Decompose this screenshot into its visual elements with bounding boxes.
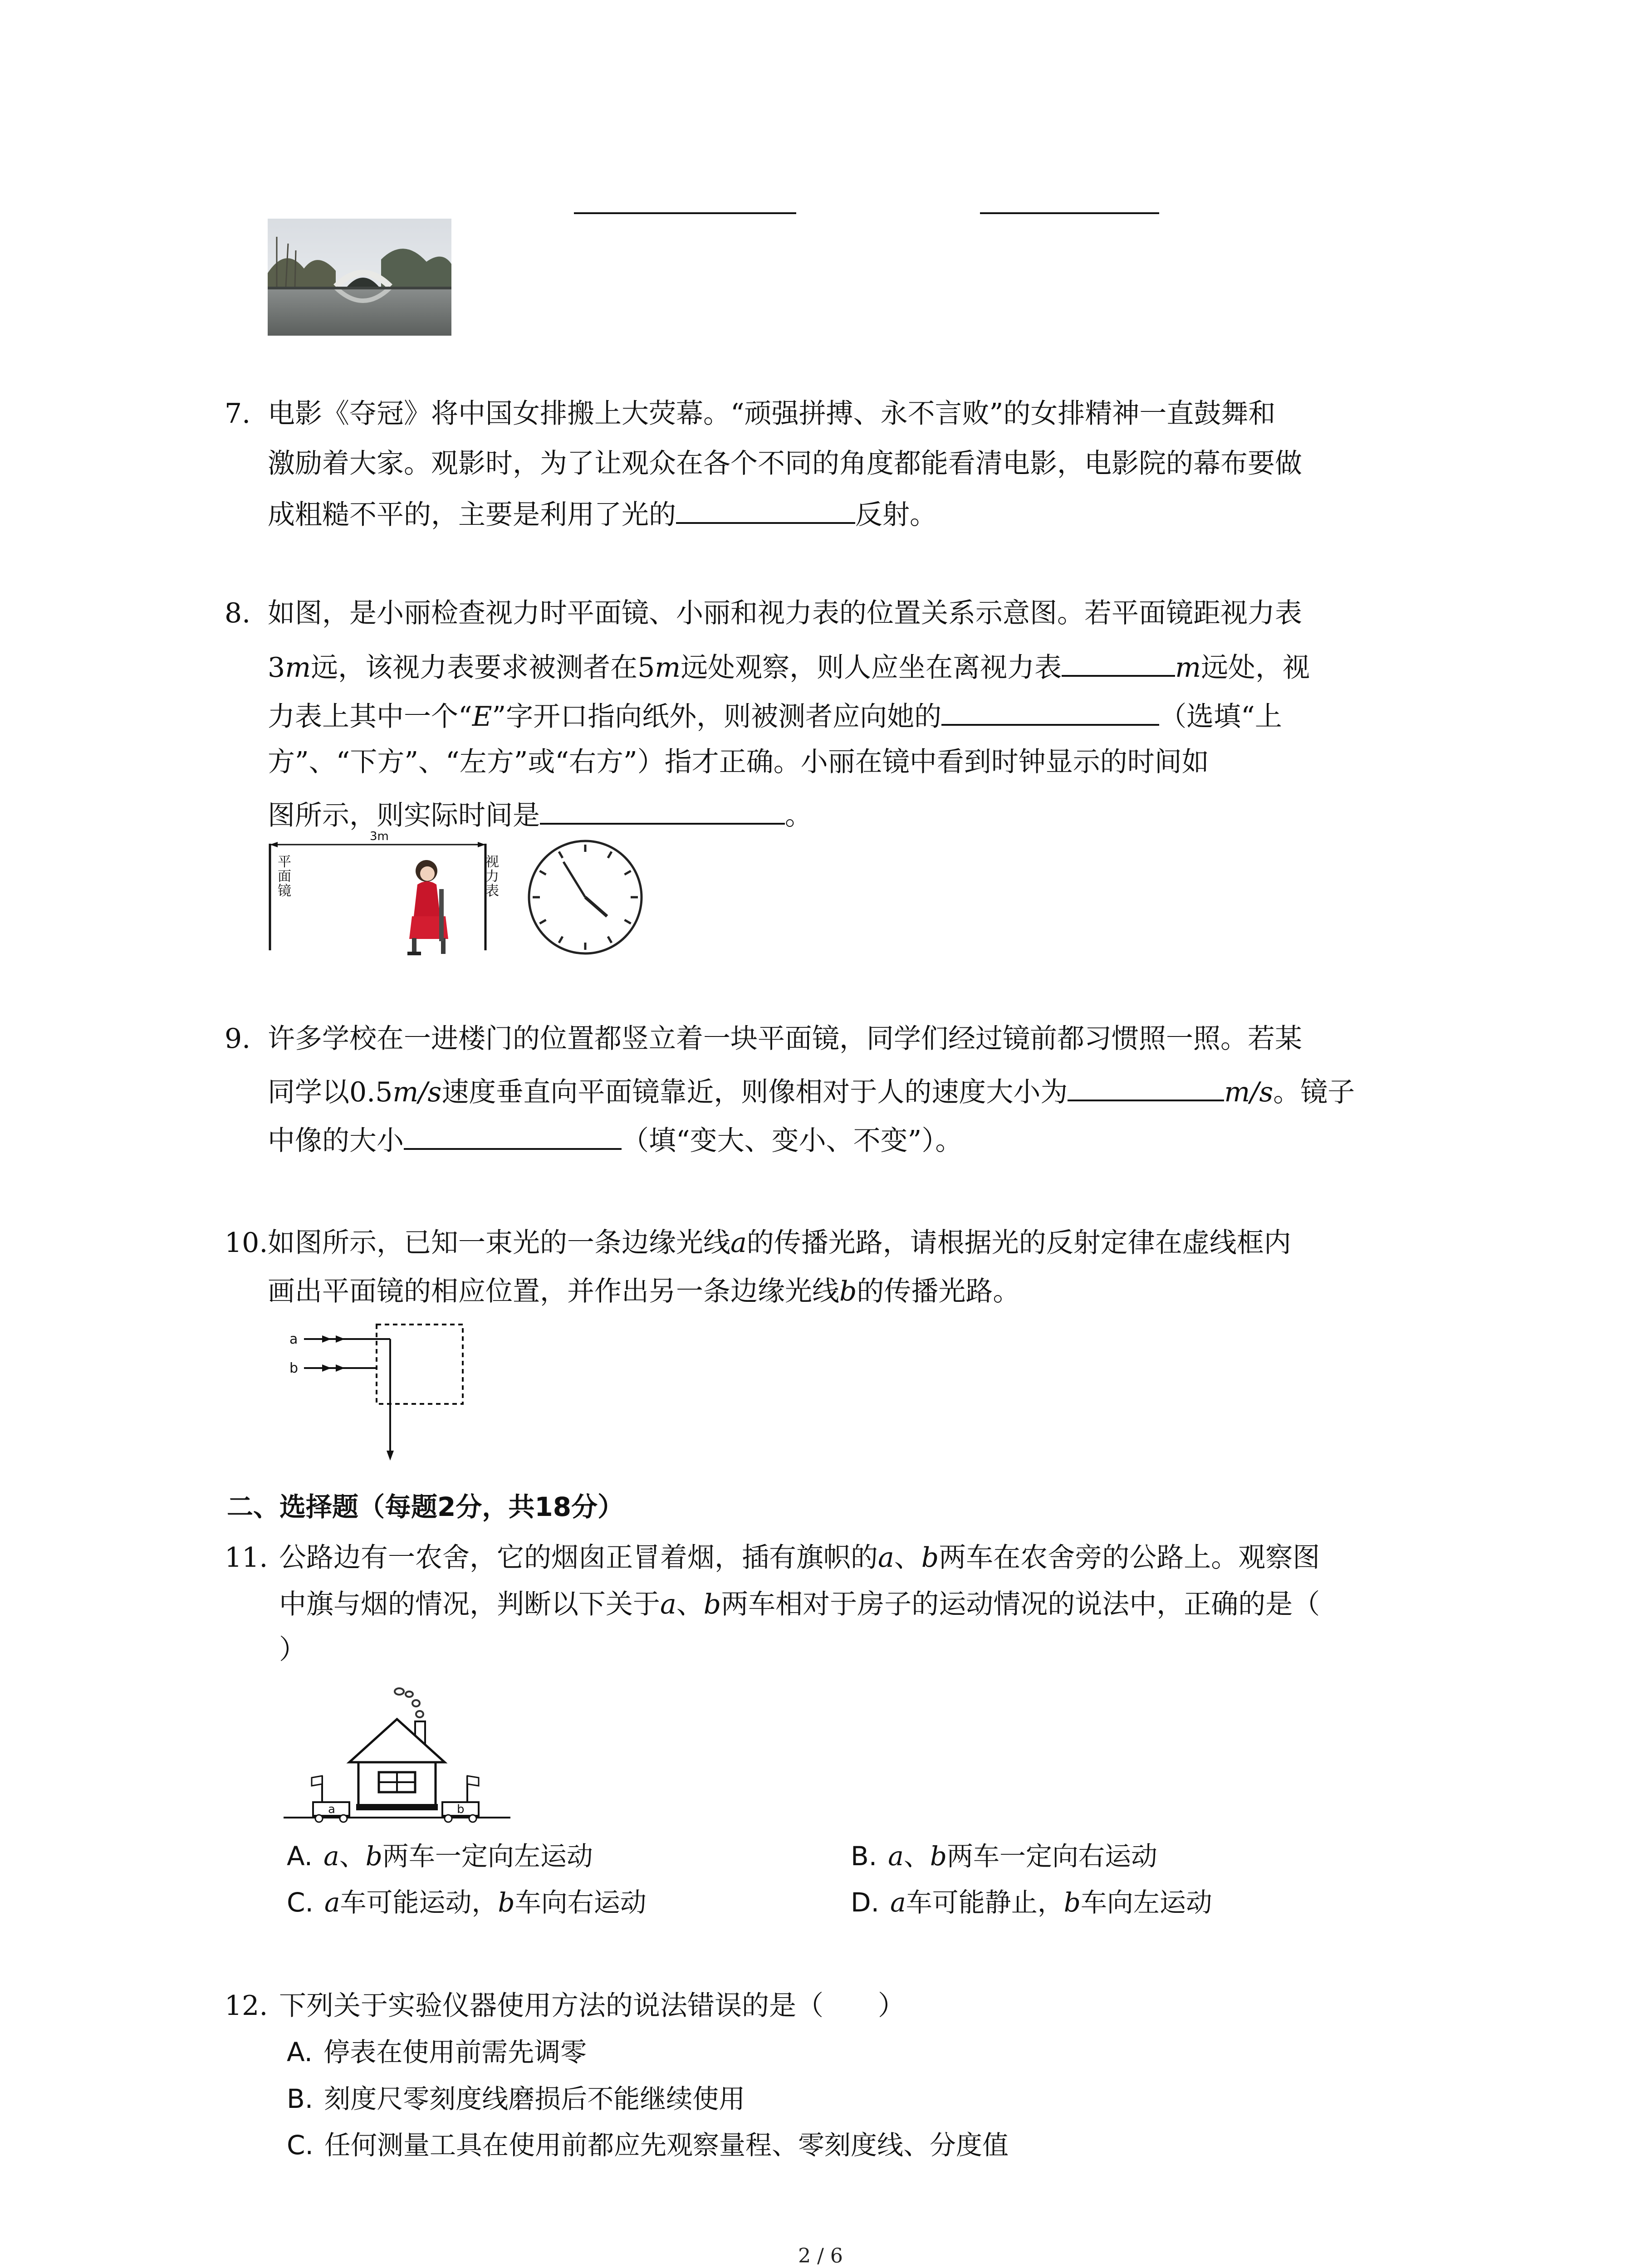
car-b-text: b bbox=[457, 1803, 465, 1816]
option-text: 刻度尺零刻度线磨损后不能继续使用 bbox=[324, 2083, 745, 2114]
question-number: 9. bbox=[225, 1023, 251, 1055]
q9-text: 。镜子 bbox=[1273, 1076, 1355, 1108]
q8-text: 3 bbox=[268, 652, 285, 684]
unit-ms: m/s bbox=[1224, 1076, 1274, 1108]
car-a-label: a bbox=[890, 1887, 906, 1918]
option-label: A. bbox=[287, 1841, 313, 1872]
option-text: 两车一定向左运动 bbox=[382, 1841, 593, 1872]
car-a bbox=[312, 1776, 349, 1822]
car-a-label: a bbox=[888, 1841, 904, 1872]
q10-line-1 bbox=[268, 1228, 1291, 1257]
q10-line-2 bbox=[268, 1277, 1020, 1306]
option-b[interactable] bbox=[851, 1842, 1157, 1871]
option-text: 车向右运动 bbox=[514, 1887, 647, 1918]
q10-text: 如图所示，已知一束光的一条边缘光线 bbox=[268, 1227, 730, 1259]
option-d[interactable] bbox=[851, 1888, 1212, 1917]
car-a-label: a bbox=[323, 1841, 339, 1872]
car-b-label: b bbox=[703, 1589, 721, 1620]
option-label: D. bbox=[851, 1887, 880, 1918]
q9-text: 中像的大小 bbox=[268, 1125, 404, 1157]
chart-label bbox=[485, 854, 499, 899]
question-number: 10. bbox=[225, 1227, 268, 1259]
svg-text:表: 表 bbox=[485, 883, 499, 899]
question-number: 7. bbox=[225, 398, 251, 430]
q9-text: 同学以0.5 bbox=[268, 1076, 393, 1108]
svg-text:平: 平 bbox=[278, 854, 291, 870]
answer-blank[interactable] bbox=[1068, 1074, 1224, 1101]
girl-figure bbox=[407, 860, 448, 955]
q11-line-2 bbox=[279, 1590, 1320, 1619]
svg-text:镜: 镜 bbox=[278, 883, 291, 899]
option-label: C. bbox=[287, 1887, 314, 1918]
smoke-icon bbox=[395, 1688, 423, 1717]
option-label: B. bbox=[851, 1841, 877, 1872]
farmhouse-diagram bbox=[284, 1685, 510, 1830]
q8-line-2 bbox=[268, 650, 1310, 682]
option-b[interactable] bbox=[287, 2084, 745, 2113]
q8-line-4: 方”、“下方”、“左方”或“右方”）指才正确。小丽在镜中看到时钟显示的时间如 bbox=[268, 746, 1209, 778]
option-text: 、 bbox=[339, 1841, 366, 1872]
mirror-label bbox=[278, 854, 291, 899]
answer-blank[interactable] bbox=[676, 497, 855, 524]
unit-m: m bbox=[655, 652, 681, 684]
q11-text: 两车相对于房子的运动情况的说法中，正确的是（ bbox=[721, 1589, 1320, 1620]
q8-text: 远，该视力表要求被测者在5 bbox=[311, 652, 655, 684]
q9-line-2 bbox=[268, 1074, 1355, 1107]
q10-text: 的传播光路。 bbox=[857, 1276, 1020, 1307]
q8-text: ”字开口指向纸外，则被测者应向她的 bbox=[492, 701, 942, 733]
option-text: 任何测量工具在使用前都应先观察量程、零刻度线、分度值 bbox=[324, 2130, 1009, 2160]
q7-line-1: 电影《夺冠》将中国女排搬上大荧幕。“顽强拼搏、永不言败”的女排精神一直鼓舞和 bbox=[268, 398, 1276, 430]
q7-line-3 bbox=[268, 497, 937, 529]
q11-text: 、 bbox=[676, 1589, 704, 1620]
car-a-label: a bbox=[660, 1589, 676, 1620]
q8-text: 远处，视 bbox=[1201, 652, 1310, 684]
q10-text: 画出平面镜的相应位置，并作出另一条边缘光线 bbox=[268, 1276, 839, 1307]
q9-line-1: 许多学校在一进楼门的位置都竖立着一块平面镜，同学们经过镜前都习惯照一照。若某 bbox=[268, 1023, 1302, 1055]
unit-ms: m/s bbox=[392, 1076, 442, 1108]
q11-line-3: ） bbox=[279, 1634, 306, 1666]
section-heading: 二、选择题（每题2分，共18分） bbox=[227, 1491, 624, 1522]
q11-text: 、 bbox=[894, 1542, 921, 1574]
option-label: C. bbox=[287, 2130, 314, 2160]
car-b-label: b bbox=[1063, 1887, 1081, 1918]
answer-blank[interactable] bbox=[980, 212, 1159, 214]
ray-b-text: b bbox=[289, 1360, 299, 1376]
car-b-label: b bbox=[498, 1887, 515, 1918]
answer-blank[interactable] bbox=[540, 797, 785, 825]
option-label: B. bbox=[287, 2083, 314, 2114]
ray-a-text: a bbox=[289, 1331, 298, 1347]
q11-text: 公路边有一农舍，它的烟囱正冒着烟，插有旗帜的 bbox=[279, 1542, 878, 1574]
answer-blank[interactable] bbox=[941, 699, 1159, 726]
option-text: 、 bbox=[903, 1841, 930, 1872]
q8-text: 图所示，则实际时间是 bbox=[268, 800, 540, 831]
q8-text: 力表上其中一个“ bbox=[268, 701, 472, 733]
question-number: 8. bbox=[225, 597, 251, 629]
q11-text: 中旗与烟的情况，判断以下关于 bbox=[279, 1589, 660, 1620]
eye-test-diagram bbox=[268, 830, 499, 962]
q8-line-1: 如图，是小丽检查视力时平面镜、小丽和视力表的位置关系示意图。若平面镜距视力表 bbox=[268, 597, 1302, 629]
unit-m: m bbox=[1175, 652, 1201, 684]
answer-blank[interactable] bbox=[1062, 650, 1175, 677]
option-c[interactable] bbox=[287, 2131, 1009, 2160]
option-text: 车可能静止， bbox=[906, 1887, 1064, 1918]
unit-m: m bbox=[285, 652, 311, 684]
svg-text:面: 面 bbox=[278, 869, 291, 885]
light-ray-diagram bbox=[286, 1325, 476, 1465]
ray-a-label: a bbox=[730, 1227, 747, 1259]
letter-e: E bbox=[472, 701, 492, 733]
option-text: 两车一定向右运动 bbox=[946, 1841, 1157, 1872]
answer-blank[interactable] bbox=[574, 212, 796, 214]
svg-text:力: 力 bbox=[485, 869, 499, 885]
q11-text: 两车在农舍旁的公路上。观察图 bbox=[939, 1542, 1320, 1574]
q7-text: 反射。 bbox=[855, 499, 937, 531]
car-a-text: a bbox=[328, 1803, 335, 1816]
option-a[interactable] bbox=[287, 2038, 587, 2067]
question-number: 11. bbox=[225, 1542, 268, 1574]
q8-text: （选填“上 bbox=[1159, 701, 1282, 733]
q9-line-3 bbox=[268, 1123, 962, 1155]
q8-text: 远处观察，则人应坐在离视力表 bbox=[681, 652, 1062, 684]
q7-text: 成粗糙不平的，主要是利用了光的 bbox=[268, 499, 676, 531]
car-a-label: a bbox=[878, 1542, 894, 1574]
q9-text: 速度垂直向平面镜靠近，则像相对于人的速度大小为 bbox=[441, 1076, 1068, 1108]
ray-b-label: b bbox=[839, 1276, 857, 1307]
answer-blank[interactable] bbox=[404, 1123, 622, 1150]
option-c[interactable] bbox=[287, 1888, 647, 1917]
q9-text: （填“变大、变小、不变”）。 bbox=[622, 1125, 963, 1157]
q12-stem: 下列关于实验仪器使用方法的说法错误的是（ ） bbox=[279, 1990, 905, 2022]
car-b bbox=[442, 1776, 479, 1822]
car-b-label: b bbox=[365, 1841, 382, 1872]
q10-text: 的传播光路，请根据光的反射定律在虚线框内 bbox=[746, 1227, 1291, 1259]
q8-line-3 bbox=[268, 699, 1282, 731]
page-number: 2 / 6 bbox=[798, 2244, 843, 2268]
q11-line-1 bbox=[279, 1543, 1320, 1572]
bridge-photo bbox=[268, 219, 451, 336]
car-a-label: a bbox=[324, 1887, 340, 1918]
option-a[interactable] bbox=[287, 1842, 593, 1871]
question-number: 12. bbox=[225, 1990, 268, 2022]
option-label: A. bbox=[287, 2037, 313, 2068]
option-text: 停表在使用前需先调零 bbox=[323, 2037, 587, 2068]
option-text: 车可能运动， bbox=[340, 1887, 498, 1918]
car-b-label: b bbox=[921, 1542, 939, 1574]
clock-icon bbox=[526, 838, 644, 956]
car-b-label: b bbox=[930, 1841, 947, 1872]
svg-text:视: 视 bbox=[485, 854, 499, 870]
distance-label: 3m bbox=[370, 830, 389, 843]
option-text: 车向左运动 bbox=[1080, 1887, 1212, 1918]
q8-line-5 bbox=[268, 797, 812, 830]
q8-text: 。 bbox=[785, 800, 812, 831]
q7-line-2: 激励着大家。观影时，为了让观众在各个不同的角度都能看清电影，电影院的幕布要做 bbox=[268, 448, 1302, 479]
